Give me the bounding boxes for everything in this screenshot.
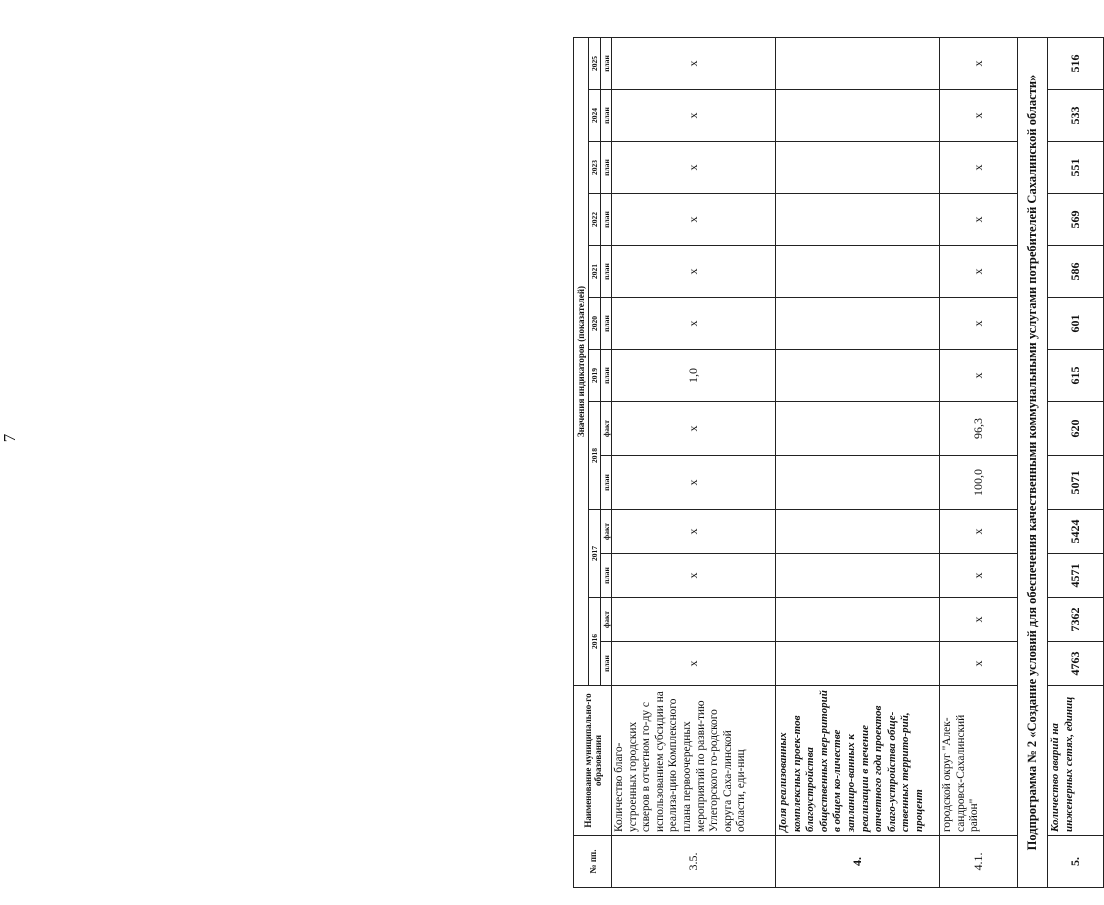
header-fact: факт — [601, 510, 612, 554]
row-value: 7362 — [1048, 598, 1104, 642]
row-value: 586 — [1048, 246, 1104, 298]
header-fact: факт — [601, 598, 612, 642]
header-plan: план — [601, 642, 612, 686]
row-value: x — [940, 642, 1018, 686]
header-year: 2018 — [589, 402, 601, 510]
row-name: городской округ "Алек-сандровск-Сахалинский район" — [940, 686, 1018, 836]
header-year: 2025 — [589, 37, 601, 89]
row-value: 5071 — [1048, 456, 1104, 510]
row-value — [776, 598, 940, 642]
row-number: 3.5. — [612, 836, 776, 888]
row-value — [776, 90, 940, 142]
row-value: x — [612, 142, 776, 194]
row-value: x — [940, 598, 1018, 642]
subprogram-title: Подпрограмма № 2 «Создание условий для обеспечения качественными коммунальными услугами потребителей Сахалинской области» — [1018, 37, 1048, 887]
row-value: 620 — [1048, 402, 1104, 456]
row-value: x — [940, 350, 1018, 402]
header-plan: план — [601, 246, 612, 298]
row-value: 4571 — [1048, 554, 1104, 598]
table-row — [776, 37, 940, 887]
header-indicators: Значения индикаторов (показателей) — [574, 37, 589, 685]
row-value: 533 — [1048, 90, 1104, 142]
row-value: 569 — [1048, 194, 1104, 246]
header-plan: план — [601, 90, 612, 142]
row-value: x — [612, 90, 776, 142]
row-value: x — [612, 510, 776, 554]
row-number: 4.1. — [940, 836, 1018, 888]
row-value: x — [612, 642, 776, 686]
row-value: 615 — [1048, 350, 1104, 402]
row-value: x — [612, 194, 776, 246]
header-year: 2024 — [589, 90, 601, 142]
row-name: Количество благо-устроенных городских скверов в отчетном го-ду с использованием субсидии на реализа-цию Комплексного плана первоочередных мероприятий по разви-тию Углегорского го-родского округа Саха-линской области, еди-ниц — [612, 686, 776, 836]
row-value: x — [940, 37, 1018, 89]
row-value: x — [940, 554, 1018, 598]
row-value: x — [612, 402, 776, 456]
header-name: Наименование муниципально-го образования — [574, 686, 612, 836]
row-value: 551 — [1048, 142, 1104, 194]
row-number: 4. — [776, 836, 940, 888]
row-value — [776, 456, 940, 510]
header-year: 2017 — [589, 510, 601, 598]
row-value: x — [940, 246, 1018, 298]
row-value: x — [612, 298, 776, 350]
header-plan: план — [601, 554, 612, 598]
header-year: 2016 — [589, 598, 601, 686]
row-name: Количество аварий на инженерных сетях, единиц — [1048, 686, 1104, 836]
row-value: x — [612, 37, 776, 89]
header-plan: план — [601, 194, 612, 246]
row-value: x — [940, 142, 1018, 194]
row-value: x — [940, 298, 1018, 350]
header-year: 2022 — [589, 194, 601, 246]
row-number: 5. — [1048, 836, 1104, 888]
row-name: Доля реализованных комплексных проек-тов благоустройства общественных тер-риторий в общем ко-личестве запланиро-ванных к реализации в течение отчетного года проектов благо-устройства обще-ственных террито-рий, процент — [776, 686, 940, 836]
indicators-table — [573, 37, 1104, 888]
header-plan: план — [601, 298, 612, 350]
header-plan: план — [601, 37, 612, 89]
row-value — [776, 554, 940, 598]
row-value — [776, 642, 940, 686]
row-value: x — [612, 456, 776, 510]
header-plan: план — [601, 142, 612, 194]
row-value — [776, 142, 940, 194]
row-value — [776, 246, 940, 298]
row-value — [776, 298, 940, 350]
row-value — [612, 598, 776, 642]
row-value: 516 — [1048, 37, 1104, 89]
row-value: 601 — [1048, 298, 1104, 350]
row-value: 96,3 — [940, 402, 1018, 456]
header-year: 2019 — [589, 350, 601, 402]
header-year: 2021 — [589, 246, 601, 298]
header-year: 2023 — [589, 142, 601, 194]
row-value — [776, 37, 940, 89]
table-row — [612, 37, 776, 887]
row-value — [776, 510, 940, 554]
table-row — [1048, 37, 1104, 887]
row-value: 100,0 — [940, 456, 1018, 510]
row-value — [776, 350, 940, 402]
header-plan: план — [601, 456, 612, 510]
header-num: № пп. — [574, 836, 612, 888]
row-value — [776, 194, 940, 246]
row-value — [776, 402, 940, 456]
indicators-table-area — [573, 38, 1103, 888]
table-row — [940, 37, 1018, 887]
header-plan: план — [601, 350, 612, 402]
row-value: 5424 — [1048, 510, 1104, 554]
row-value: x — [940, 90, 1018, 142]
header-year: 2020 — [589, 298, 601, 350]
header-fact: факт — [601, 402, 612, 456]
row-value: x — [940, 510, 1018, 554]
subprogram-row — [1018, 37, 1048, 887]
row-value: 1,0 — [612, 350, 776, 402]
page-number: 7 — [0, 433, 19, 443]
row-value: x — [940, 194, 1018, 246]
row-value: x — [612, 554, 776, 598]
row-value: 4763 — [1048, 642, 1104, 686]
row-value: x — [612, 246, 776, 298]
